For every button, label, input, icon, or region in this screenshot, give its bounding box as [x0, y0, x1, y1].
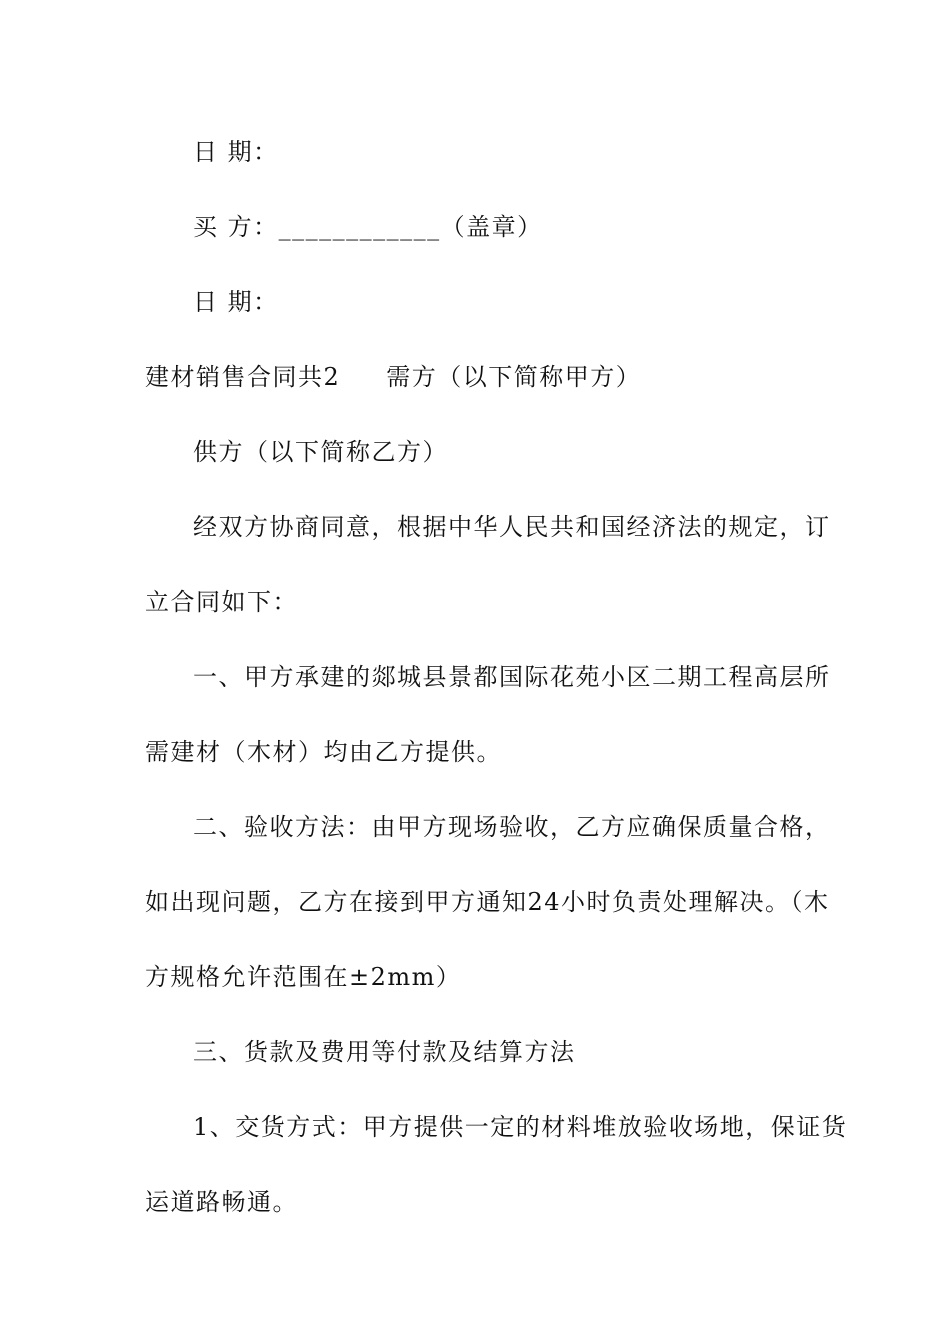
date-line-2: 日 期： [193, 288, 279, 316]
clause-3-heading: 三、货款及费用等付款及结算方法 [193, 1038, 576, 1066]
date-line-1: 日 期： [193, 138, 279, 166]
contract-title: 建材销售合同共2 [145, 363, 341, 391]
demand-party: 需方（以下简称甲方） [386, 363, 642, 391]
intro-line-1: 经双方协商同意，根据中华人民共和国经济法的规定，订 [193, 513, 831, 541]
contract-heading-line [145, 360, 810, 394]
intro-line-2: 立合同如下： [145, 588, 298, 616]
clause-2-line-3: 方规格允许范围在±2mm） [145, 963, 462, 991]
clause-2-line-2: 如出现问题，乙方在接到甲方通知24小时负责处理解决。（木 [145, 888, 830, 916]
clause-1-line-1: 一、甲方承建的郯城县景都国际花苑小区二期工程高层所 [193, 663, 831, 691]
supply-party: 供方（以下简称乙方） [193, 438, 448, 466]
clause-2-line-1: 二、验收方法：由甲方现场验收，乙方应确保质量合格， [193, 813, 831, 841]
delivery-line-1: 1、交货方式：甲方提供一定的材料堆放验收场地，保证货 [193, 1113, 848, 1141]
delivery-line-2: 运道路畅通。 [145, 1188, 298, 1216]
clause-1-line-2: 需建材（木材）均由乙方提供。 [145, 738, 502, 766]
buyer-line: 买 方：____________（盖章） [193, 213, 543, 241]
